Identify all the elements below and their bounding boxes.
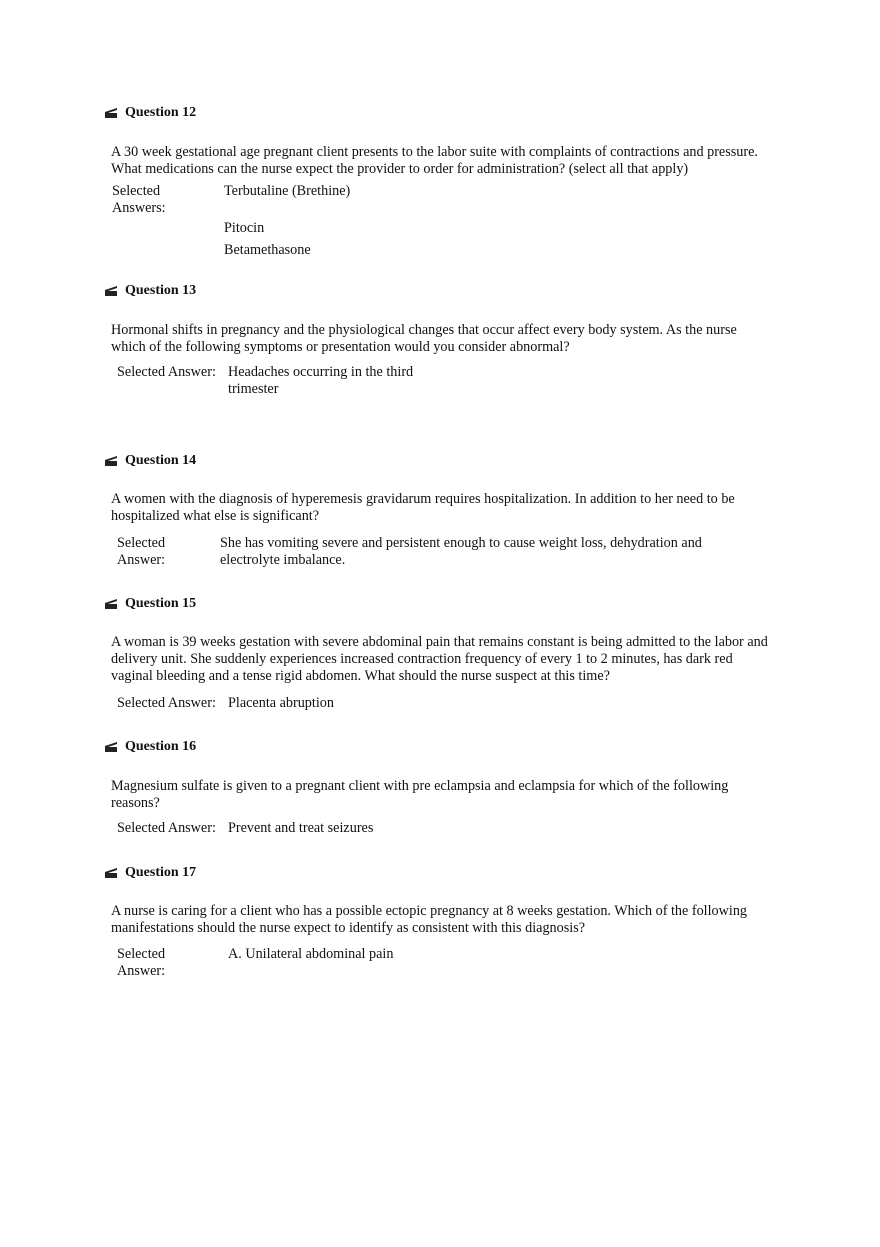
question-title: Question 15 bbox=[125, 596, 197, 611]
selected-answer-label: Selected Answer: bbox=[117, 695, 216, 711]
selected-answer: Betamethasone bbox=[224, 242, 311, 258]
question-title: Question 12 bbox=[125, 105, 197, 120]
question-status-icon bbox=[105, 742, 117, 752]
question-text: Magnesium sulfate is given to a pregnant client with pre eclampsia and eclampsia for which of the following reasons? bbox=[111, 778, 729, 811]
selected-answer: A. Unilateral abdominal pain bbox=[228, 946, 394, 962]
selected-answer: Placenta abruption bbox=[228, 695, 334, 711]
selected-answer: Headaches occurring in the third trimester bbox=[228, 364, 414, 397]
question-text: A women with the diagnosis of hyperemesis gravidarum requires hospitalization. In addition to her need to be hospitalized what else is significant? bbox=[111, 491, 735, 524]
question-status-icon bbox=[105, 108, 117, 118]
question-status-icon bbox=[105, 599, 117, 609]
question-text: A nurse is caring for a client who has a possible ectopic pregnancy at 8 weeks gestation. Which of the following manifestations should the nurse expect to identify as consistent with this diagnosis? bbox=[111, 903, 748, 936]
question-title: Question 14 bbox=[125, 453, 197, 468]
question-header bbox=[105, 105, 196, 121]
selected-answer: She has vomiting severe and persistent enough to cause weight loss, dehydration and electrolyte imbalance. bbox=[220, 535, 702, 568]
question-title: Question 16 bbox=[125, 739, 197, 754]
selected-answer: Pitocin bbox=[224, 220, 265, 236]
selected-answer-label: Selected Answer: bbox=[117, 364, 216, 380]
selected-answer-label: Selected Answer: bbox=[117, 820, 216, 836]
question-header bbox=[105, 596, 196, 612]
question-text: A woman is 39 weeks gestation with severe abdominal pain that remains constant is being admitted to the labor and delivery unit. She suddenly experiences increased contraction frequency of every 1 to 2 minutes, has dark red vaginal bleeding and a tense rigid abdomen. What should the nurse suspect at this time? bbox=[111, 634, 768, 684]
selected-answer-label: Selected Answer: bbox=[117, 946, 166, 979]
question-title: Question 17 bbox=[125, 865, 197, 880]
question-text: Hormonal shifts in pregnancy and the physiological changes that occur affect every body system. As the nurse which of the following symptoms or presentation would you consider abnormal? bbox=[111, 322, 737, 355]
question-text: A 30 week gestational age pregnant client presents to the labor suite with complaints of contractions and pressure. What medications can the nurse expect the provider to order for administration? (select all that apply) bbox=[111, 144, 758, 177]
question-header bbox=[105, 865, 196, 881]
question-status-icon bbox=[105, 286, 117, 296]
selected-answers-label: Selected Answers: bbox=[112, 183, 166, 216]
question-status-icon bbox=[105, 868, 117, 878]
selected-answer: Terbutaline (Brethine) bbox=[224, 183, 351, 199]
selected-answer: Prevent and treat seizures bbox=[228, 820, 374, 836]
selected-answer-label: Selected Answer: bbox=[117, 535, 166, 568]
question-status-icon bbox=[105, 456, 117, 466]
question-header bbox=[105, 453, 196, 469]
question-header bbox=[105, 283, 196, 299]
question-header bbox=[105, 739, 196, 755]
question-title: Question 13 bbox=[125, 283, 197, 298]
